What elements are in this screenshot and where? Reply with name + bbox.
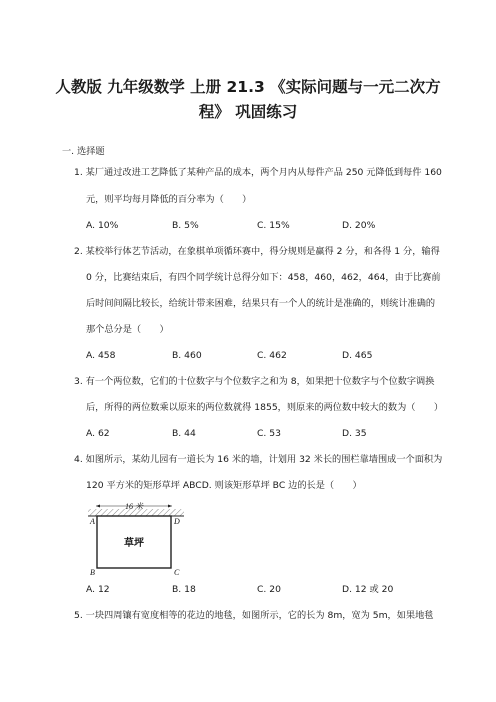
question-3-option-d: D. 35 <box>342 428 367 439</box>
question-4-option-b: B. 18 <box>172 584 196 595</box>
question-2-option-a: A. 458 <box>86 350 116 361</box>
question-1-option-d: D. 20% <box>342 220 376 231</box>
question-4-option-c: C. 20 <box>257 584 281 595</box>
question-3-option-a: A. 62 <box>86 428 110 439</box>
lawn-label: 草坪 <box>124 538 144 549</box>
question-3-option-b: B. 44 <box>172 428 196 439</box>
question-3-line-1: 3. 有一个两位数，它们的十位数字与个位数字之和为 8，如果把十位数字与个位数字调换 <box>74 376 435 387</box>
question-4-option-d: D. 12 或 20 <box>342 584 394 595</box>
question-3-option-c: C. 53 <box>257 428 281 439</box>
lawn-figure <box>88 500 184 576</box>
question-1-option-b: B. 5% <box>172 220 199 231</box>
vertex-a-label: A <box>90 517 95 526</box>
arrow-right-icon <box>168 505 172 508</box>
question-2-line-1: 2. 某校举行体艺节活动，在象棋单项循环赛中，得分规则是赢得 2 分，和各得 1 分，输得 <box>74 246 440 257</box>
question-1-line-1: 1. 某厂通过改进工艺降低了某种产品的成本，两个月内从每件产品 250 元降低到每件 160 <box>74 167 442 178</box>
question-5-line-1: 5. 一块四周镶有宽度相等的花边的地毯，如图所示，它的长为 8m，宽为 5m，如果地毯 <box>74 610 434 621</box>
question-1-line-2: 元，则平均每月降低的百分率为（ ） <box>86 194 252 205</box>
question-2-option-b: B. 460 <box>172 350 202 361</box>
document-title <box>40 75 456 125</box>
question-2-line-4: 那个总分是（ ） <box>86 324 169 335</box>
question-1-option-c: C. 15% <box>257 220 290 231</box>
lawn-diagram <box>88 500 184 576</box>
question-2-line-2: 0 分，比赛结束后，有四个同学统计总得分如下：458，460，462，464，由于比赛前 <box>86 272 441 283</box>
vertex-c-label: C <box>174 568 180 576</box>
question-2-option-c: C. 462 <box>257 350 287 361</box>
vertex-b-label: B <box>90 568 95 576</box>
question-2-line-3: 后时间间隔比较长，给统计带来困难，结果只有一个人的统计是准确的，则统计准确的 <box>86 298 436 309</box>
question-4-line-2: 120 平方米的矩形草坪 ABCD. 则该矩形草坪 BC 边的长是（ ） <box>86 480 362 491</box>
vertex-d-label: D <box>174 517 180 526</box>
title-line-1: 人教版 九年级数学 上册 21.3 《实际问题与一元二次方 <box>55 78 441 96</box>
question-4-option-a: A. 12 <box>86 584 110 595</box>
section-heading: 一. 选择题 <box>62 146 105 157</box>
title-line-2: 程》 巩固练习 <box>198 103 298 121</box>
question-1-option-a: A. 10% <box>86 220 119 231</box>
question-3-line-2: 后，所得的两位数乘以原来的两位数就得 1855，则原来的两位数中较大的数为（ ） <box>86 402 444 413</box>
question-4-line-1: 4. 如图所示，某幼儿园有一道长为 16 米的墙，计划用 32 米长的围栏靠墙围成一个面积为 <box>74 454 443 465</box>
wall-length-label: 16 米 <box>125 502 143 511</box>
question-2-option-d: D. 465 <box>342 350 373 361</box>
arrow-left-icon <box>96 505 100 508</box>
